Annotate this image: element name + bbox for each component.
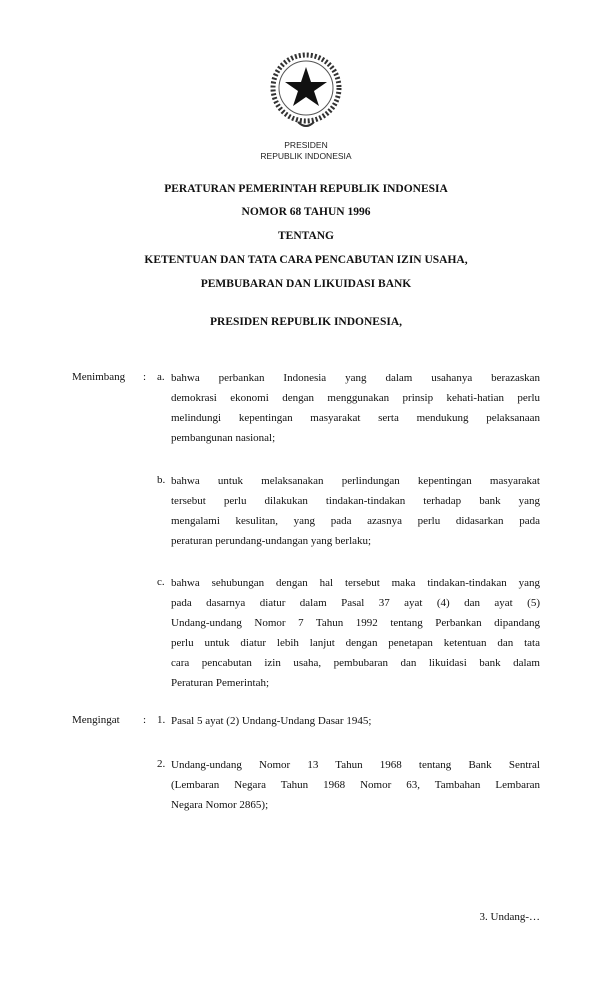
menimbang-item-number: b. [157,474,166,486]
menimbang-label: Menimbang [72,371,126,383]
mengingat-item-number: 1. [157,714,166,726]
text-line: peraturan perundang-undangan yang berlaku; [171,535,372,547]
text-line: (Lembaran Negara Tahun 1968 Nomor 63, Tambahan Lembaran [171,779,540,791]
emblem-caption-republik: REPUBLIK INDONESIA [260,151,352,161]
text-line: mengalami kesulitan, yang pada azasnya perlu didasarkan pada [171,515,540,527]
title-subject: KETENTUAN DAN TATA CARA PENCABUTAN IZIN USAHA, [144,254,468,266]
text-line: Negara Nomor 2865); [171,799,269,811]
page-continuation: 3. Undang-… [479,911,540,923]
menimbang-item-text [171,371,540,451]
menimbang-colon: : [143,371,147,383]
text-line: Pasal 5 ayat (2) Undang-Undang Dasar 1945; [171,715,372,727]
title-tentang: TENTANG [277,230,335,242]
menimbang-item-text [171,474,540,554]
text-line: tersebut perlu dilakukan tindakan-tindakan terhadap bank yang [171,495,540,507]
mengingat-item-number: 2. [157,758,166,770]
text-line: Undang-undang Nomor 7 Tahun 1992 tentang Perbankan dipandang [171,617,540,629]
emblem-caption-presiden: PRESIDEN [284,140,328,150]
mengingat-item-text [171,758,540,818]
mengingat-colon: : [143,714,147,726]
text-line: Undang-undang Nomor 13 Tahun 1968 tentang Bank Sentral [171,759,540,771]
title-number: NOMOR 68 TAHUN 1996 [241,206,371,218]
menimbang-item-text [171,576,540,696]
text-line: demokrasi ekonomi dengan menggunakan prinsip kehati-hatian perlu [171,392,540,404]
text-line: cara pencabutan izin usaha, pembubaran dan likuidasi bank dalam [171,657,540,669]
text-line: pada dasarnya diatur dalam Pasal 37 ayat (4) dan ayat (5) [171,597,540,609]
mengingat-item-text [171,714,540,734]
text-line: bahwa untuk melaksanakan perlindungan kepentingan masyarakat [171,475,540,487]
text-line: pembangunan nasional; [171,432,276,444]
text-line: bahwa sehubungan dengan hal tersebut maka tindakan-tindakan yang [171,577,540,589]
text-line: Peraturan Pemerintah; [171,677,270,689]
menimbang-item-number: a. [157,371,165,383]
presidential-emblem-icon [268,50,344,132]
title-subject-cont: PEMBUBARAN DAN LIKUIDASI BANK [200,278,412,290]
menimbang-item-number: c. [157,576,165,588]
text-line: perlu untuk diatur lebih lanjut dengan penetapan ketentuan dan tata [171,637,540,649]
text-line: bahwa perbankan Indonesia yang dalam usahanya berazaskan [171,372,540,384]
president-heading: PRESIDEN REPUBLIK INDONESIA, [209,316,403,328]
mengingat-label: Mengingat [72,714,120,726]
text-line: melindungi kepentingan masyarakat serta mendukung pelaksanaan [171,412,540,424]
title-line: PERATURAN PEMERINTAH REPUBLIK INDONESIA [164,183,448,195]
